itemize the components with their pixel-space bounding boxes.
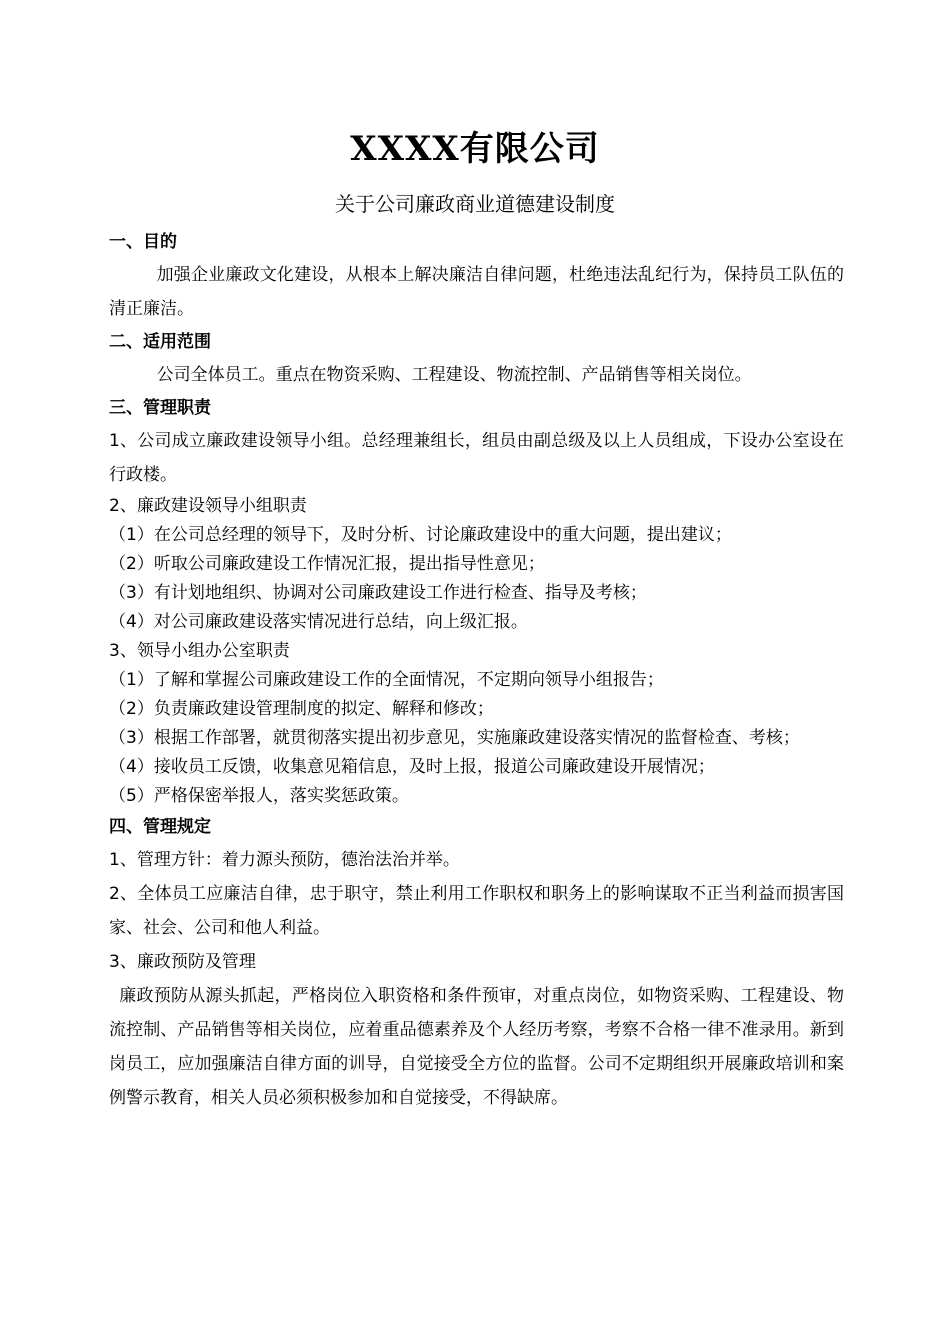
document-body bbox=[109, 226, 844, 1115]
regulation-paragraph-3: 廉政预防从源头抓起，严格岗位入职资格和条件预审，对重点岗位，如物资采购、工程建设、物流控制、产品销售等相关岗位，应着重品德素养及个人经历考察，考察不合格一律不准录用。新到岗员工，应加强廉洁自律方面的训导，自觉接受全方位的监督。公司不定期组织开展廉政培训和案例警示教育，相关人员必须积极参加和自觉接受，不得缺席。 bbox=[109, 986, 844, 1108]
list-item: （4）接收员工反馈，收集意见箱信息，及时上报，报道公司廉政建设开展情况； bbox=[109, 757, 715, 777]
list-item: （5）严格保密举报人，落实奖惩政策。 bbox=[109, 786, 409, 806]
section-heading-scope: 二、适用范围 bbox=[109, 332, 211, 352]
scope-paragraph: 公司全体员工。重点在物资采购、工程建设、物流控制、产品销售等相关岗位。 bbox=[156, 365, 752, 385]
list-item: （4）对公司廉政建设落实情况进行总结，向上级汇报。 bbox=[109, 612, 528, 632]
company-title: XXXX有限公司 bbox=[350, 129, 600, 169]
document-title: 关于公司廉政商业道德建设制度 bbox=[335, 192, 615, 216]
list-item: （2）听取公司廉政建设工作情况汇报，提出指导性意见； bbox=[109, 554, 545, 574]
list-item: （3）根据工作部署，就贯彻落实提出初步意见，实施廉政建设落实情况的监督检查、考核； bbox=[109, 728, 800, 748]
regulation-subtitle-3: 3、廉政预防及管理 bbox=[109, 952, 256, 972]
regulation-paragraph-1: 1、管理方针：着力源头预防，德治法治并举。 bbox=[109, 850, 460, 870]
responsibility-paragraph-1: 1、公司成立廉政建设领导小组。总经理兼组长，组员由副总级及以上人员组成，下设办公室设在行政楼。 bbox=[109, 431, 844, 485]
responsibility-subtitle-2: 2、廉政建设领导小组职责 bbox=[109, 496, 307, 516]
list-item: （2）负责廉政建设管理制度的拟定、解释和修改； bbox=[109, 699, 494, 719]
section-heading-purpose: 一、目的 bbox=[109, 232, 177, 252]
responsibility-subtitle-3: 3、领导小组办公室职责 bbox=[109, 641, 290, 661]
section-heading-regulations: 四、管理规定 bbox=[109, 817, 211, 837]
list-item: （1）了解和掌握公司廉政建设工作的全面情况，不定期向领导小组报告； bbox=[109, 670, 664, 690]
list-item: （1）在公司总经理的领导下，及时分析、讨论廉政建设中的重大问题，提出建议； bbox=[109, 525, 732, 545]
section-heading-responsibilities: 三、管理职责 bbox=[109, 398, 211, 418]
purpose-paragraph: 加强企业廉政文化建设，从根本上解决廉洁自律问题，杜绝违法乱纪行为，保持员工队伍的清正廉洁。 bbox=[109, 265, 844, 319]
regulation-paragraph-2: 2、全体员工应廉洁自律，忠于职守，禁止利用工作职权和职务上的影响谋取不正当利益而损害国家、社会、公司和他人利益。 bbox=[109, 884, 844, 938]
list-item: （3）有计划地组织、协调对公司廉政建设工作进行检查、指导及考核； bbox=[109, 583, 647, 603]
